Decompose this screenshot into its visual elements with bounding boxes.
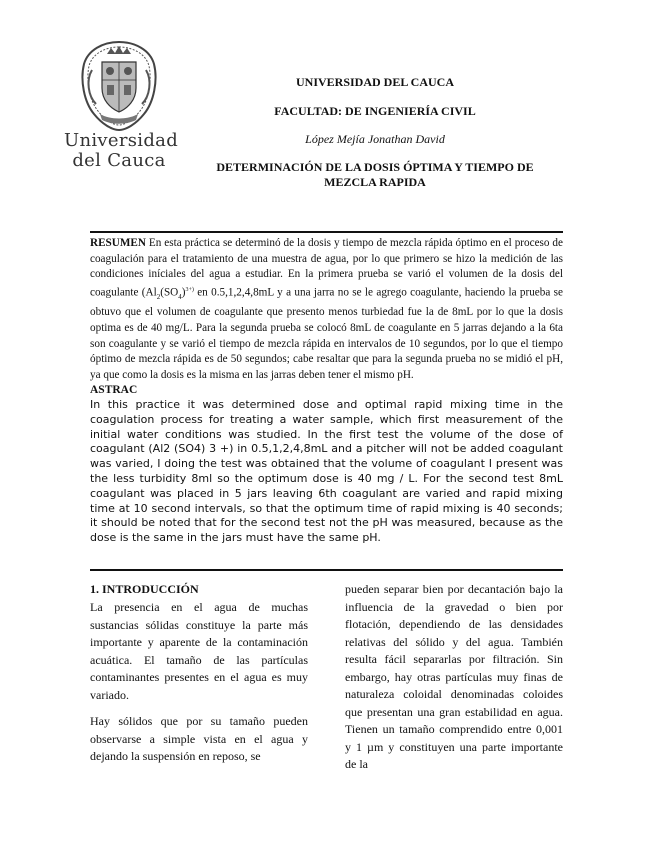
resumen-sub-4: 4 <box>178 292 182 301</box>
abstract-paragraph: In this practice it was determined dose and optimal rapid mixing time in the coagulation process for treating a water sample, which first measurement of the initial water conditions was studied. In the first test the volume of the dose of coagulant (Al2 (SO4) 3 +) in 0.5,1,2,4,8mL and a pitcher will not be added coagulant was varied, I doing the test was obtained that the volume of coagulant I present was the less turbidity 8ml so the optimum dose is 40 mg / L. For the second test 8mL coagulant was placed in 5 jars leaving 6th coagulant are varied and rapid mixing time at 10 second intervals, so that the optimum time of rapid mixing is 40 seconds; it should be noted that for the second test not the pH was measured, because as the dose is the same in the jars must have the same pH. <box>90 398 563 545</box>
faculty-name: FACULTAD: DE INGENIERÍA CIVIL <box>274 104 476 118</box>
abstract-heading: ASTRAC <box>90 384 138 396</box>
university-logo <box>64 40 179 172</box>
resumen-sub-2: 2 <box>156 292 161 301</box>
university-seal-icon <box>80 40 158 132</box>
intro-paragraph-1: La presencia en el agua de muchas sustancias sólidas constituye la parte más importante y aparente de la contaminación acuática. El tamaño de las partículas contaminantes presentes en el agua es muy variado. <box>90 600 308 702</box>
university-name: UNIVERSIDAD DEL CAUCA <box>295 75 455 89</box>
paper-title: DETERMINACIÓN DE LA DOSIS ÓPTIMA Y TIEMPO DE MEZCLA RAPIDA <box>216 160 534 189</box>
bottom-divider <box>90 569 563 571</box>
resumen-text-3: ) <box>181 286 186 299</box>
intro-paragraph-2: Hay sólidos que por su tamaño pueden observarse a simple vista en el agua y dejando la suspensión en reposo, se <box>90 714 308 763</box>
resumen-paragraph <box>90 236 563 383</box>
resumen-text-2: (SO <box>160 286 179 299</box>
resumen-label: RESUMEN <box>90 237 146 249</box>
logo-text-line-1: Universidad <box>64 130 179 151</box>
introduction-heading: 1. INTRODUCCIÓN <box>90 582 199 596</box>
resumen-superscript: 3+) <box>185 286 194 293</box>
intro-column-2: pueden separar bien por decantación bajo la influencia de la gravedad o bien por flotación, dependiendo de las densidades relativas del sólido y del agua. También resulta fácil separarlas por filtración. Sin embargo, hay otras partículas muy finas de naturaleza coloidal denominadas coloides que presentan una gran estabilidad en agua. Tienen un tamaño comprendido entre 0,001 y 1 µm y constituyen una parte importante de la <box>345 582 563 771</box>
top-divider <box>90 231 563 233</box>
author-name: López Mejía Jonathan David <box>305 132 445 146</box>
resumen-text-4: en 0.5,1,2,4,8mL y a una jarra no se le agrego coagulante, haciendo la prueba se obtuvo que el volumen de coagulante que presento menos turbiedad fue la de 8mL por lo que la dosis optima es de 40 mg/L. Para la segunda prueba se colocó 8mL de coagulante en 5 jarras dejando a la 6ta son coagulante y se varió el tiempo de mezcla rápida en intervalos de 10 segundos, por lo que el tiempo óptimo de mezcla rápida es de 50 segundos; cabe resaltar que para la segunda prueba no se midió el pH, ya que como la dosis es la misma en las jarras deben tener el mismo pH. <box>90 286 563 381</box>
logo-text-line-2: del Cauca <box>72 150 166 171</box>
resumen-text-1: En esta práctica se determinó de la dosis y tiempo de mezcla rápida óptimo en el proceso de coagulación para el tratamiento de una muestra de agua, por lo que primero se hizo la medición de las condiciones iníciales del agua a estudiar. En la primera prueba se varió el volumen de la dosis del coagulante (Al <box>90 237 563 299</box>
